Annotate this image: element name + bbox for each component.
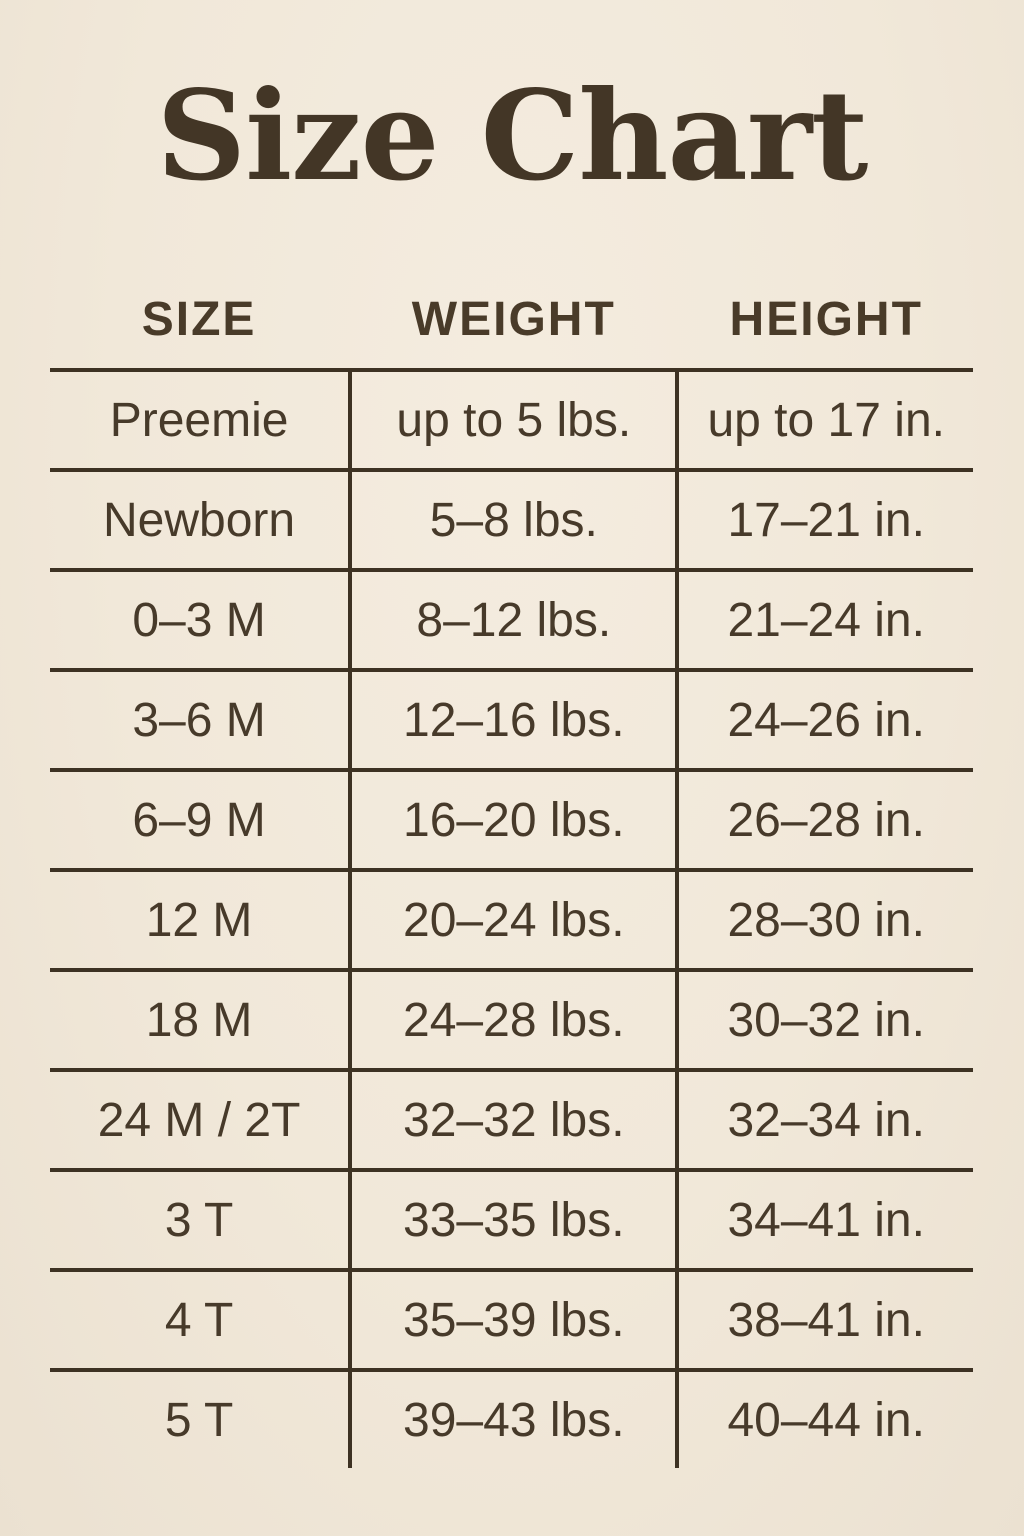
height-cell: 30–32 in. <box>727 993 925 1047</box>
table-row <box>50 1168 973 1268</box>
height-cell: 28–30 in. <box>727 893 925 947</box>
size-cell: Preemie <box>109 393 289 447</box>
height-cell: 40–44 in. <box>727 1393 925 1447</box>
table-row <box>50 1268 973 1368</box>
table-row <box>50 968 973 1068</box>
height-cell: 32–34 in. <box>727 1093 925 1147</box>
size-cell: 24 M / 2T <box>97 1093 301 1147</box>
weight-cell: 5–8 lbs. <box>348 472 679 568</box>
weight-cell: 39–43 lbs. <box>348 1372 679 1468</box>
column-header-height: HEIGHT <box>729 292 923 346</box>
size-cell: 4 T <box>164 1293 234 1347</box>
size-cell: Newborn <box>103 493 296 547</box>
table-row <box>50 1068 973 1168</box>
column-header-weight: WEIGHT <box>411 292 616 346</box>
weight-cell: 16–20 lbs. <box>348 772 679 868</box>
size-cell: 5 T <box>164 1393 234 1447</box>
height-cell: 21–24 in. <box>727 593 925 647</box>
size-cell: 18 M <box>145 993 253 1047</box>
size-cell: 0–3 M <box>132 593 266 647</box>
table-row <box>50 368 973 468</box>
weight-cell: 24–28 lbs. <box>348 972 679 1068</box>
weight-cell: 32–32 lbs. <box>348 1072 679 1168</box>
weight-cell: up to 5 lbs. <box>348 372 679 468</box>
table-row <box>50 668 973 768</box>
size-chart-table <box>50 270 973 1468</box>
table-row <box>50 1368 973 1468</box>
column-header-size: SIZE <box>141 292 257 346</box>
weight-cell: 20–24 lbs. <box>348 872 679 968</box>
size-cell: 3 T <box>164 1193 234 1247</box>
size-cell: 12 M <box>145 893 253 947</box>
table-row <box>50 568 973 668</box>
table-row <box>50 868 973 968</box>
size-cell: 6–9 M <box>132 793 266 847</box>
weight-cell: 12–16 lbs. <box>348 672 679 768</box>
weight-cell: 8–12 lbs. <box>348 572 679 668</box>
table-body <box>50 368 973 1468</box>
size-cell: 3–6 M <box>132 693 266 747</box>
table-row <box>50 468 973 568</box>
page-title: Size Chart <box>156 64 868 209</box>
weight-cell: 33–35 lbs. <box>348 1172 679 1268</box>
height-cell: 34–41 in. <box>727 1193 925 1247</box>
table-row <box>50 768 973 868</box>
table-header-row <box>50 270 973 368</box>
weight-cell: 35–39 lbs. <box>348 1272 679 1368</box>
height-cell: 38–41 in. <box>727 1293 925 1347</box>
height-cell: 17–21 in. <box>727 493 925 547</box>
height-cell: 26–28 in. <box>727 793 925 847</box>
height-cell: 24–26 in. <box>727 693 925 747</box>
height-cell: up to 17 in. <box>707 393 945 447</box>
